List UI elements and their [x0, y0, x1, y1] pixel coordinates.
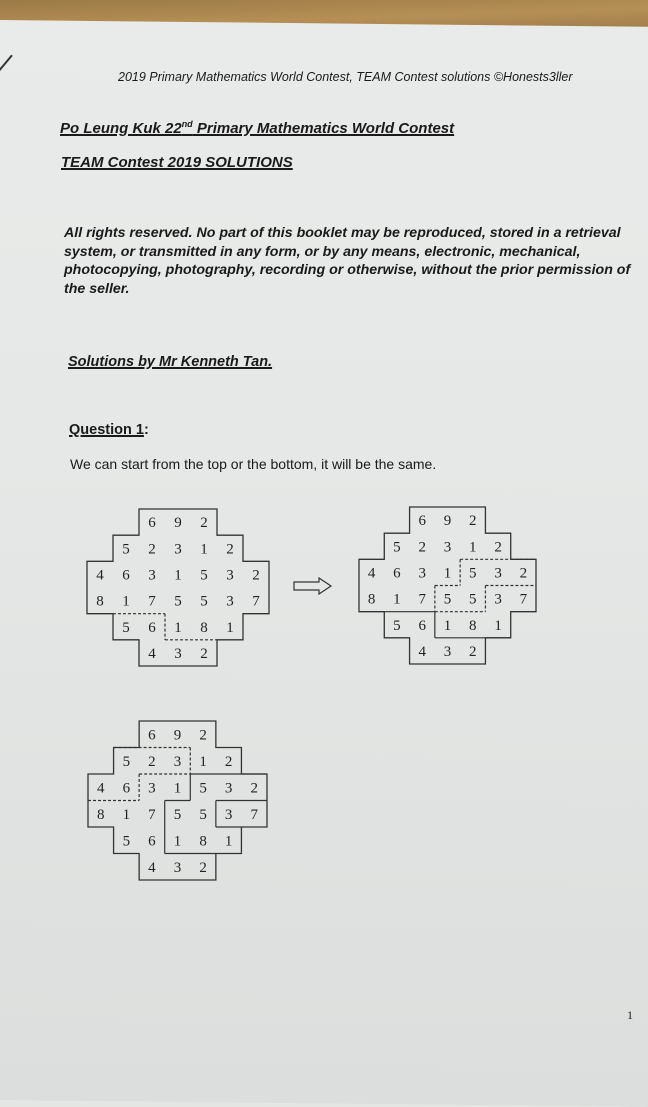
grid-cell-number: 1 [173, 833, 182, 850]
grid-cell-number: 3 [418, 565, 426, 582]
grid-cell-number: 6 [418, 513, 426, 530]
grid-cell-number: 1 [469, 539, 477, 556]
grid-cell-number: 3 [173, 859, 182, 876]
grid-step-two [358, 506, 538, 666]
grid-cell-number: 2 [200, 515, 208, 532]
title-post: Primary Mathematics World Contest [192, 120, 455, 137]
grid-cell-number: 5 [122, 619, 130, 636]
grid-cell-number: 9 [173, 727, 182, 744]
question-label: Question 1 [69, 422, 144, 438]
grid-cell-number: 5 [200, 567, 208, 584]
grid-cell-number: 2 [252, 567, 260, 584]
page-number: 1 [627, 1008, 633, 1022]
grid-cell-number: 1 [443, 565, 452, 582]
grid-cell-number: 1 [173, 780, 182, 797]
grid-cell-number: 7 [250, 806, 258, 823]
contest-title [60, 119, 454, 137]
grid-cell-number: 1 [174, 567, 182, 584]
grid-cell-number: 1 [200, 541, 208, 558]
grid-cell-number: 2 [418, 539, 426, 556]
question-heading [69, 422, 149, 438]
grid-cell-number: 5 [443, 591, 452, 608]
grid-cell-number: 3 [494, 591, 502, 608]
grid-cell-number: 5 [122, 541, 130, 558]
grid-cell-number: 3 [174, 645, 182, 662]
grid-cell-number: 7 [148, 593, 156, 610]
grid-cell-number: 9 [443, 513, 452, 530]
grid-cell-number: 6 [148, 619, 156, 636]
grid-original [86, 508, 271, 668]
title-sup: nd [181, 119, 193, 129]
grid-cell-number: 7 [418, 591, 426, 608]
grid-cell-number: 5 [200, 593, 208, 610]
grid-cell-number: 6 [122, 780, 131, 797]
grid-cell-number: 2 [200, 645, 208, 662]
grid-cell-number: 7 [148, 806, 156, 823]
page-header: 2019 Primary Mathematics World Contest, TEAM Contest solutions ©Honests3ller [118, 70, 573, 84]
grid-cell-number: 7 [252, 593, 260, 610]
grid-cell-number: 2 [469, 643, 477, 660]
grid-cell-number: 3 [443, 643, 452, 660]
rights-notice: All rights reserved. No part of this booklet may be reproduced, stored in a retrieval system, or transmitted in any form, or by any means, electronic, mechanical, photocopying, photography, recording or otherwise, without the prior permission of the seller. [64, 225, 631, 297]
grid-cell-number: 3 [148, 567, 156, 584]
grid-cell-number: 5 [199, 780, 207, 797]
grid-cell-number: 3 [224, 806, 233, 823]
grid-cell-number: 3 [174, 541, 182, 558]
grid-cell-number: 4 [148, 859, 156, 876]
grid-cell-number: 3 [224, 780, 233, 797]
grid-cell-number: 3 [226, 567, 234, 584]
grid-cell-number: 1 [224, 833, 233, 850]
grid-cell-number: 1 [393, 591, 401, 608]
grid-cell-number: 6 [148, 727, 156, 744]
question-text: We can start from the top or the bottom, it will be the same. [70, 456, 437, 472]
grid-cell-number: 1 [122, 593, 130, 610]
grid-cell-number: 4 [148, 645, 156, 662]
question-colon: : [143, 422, 149, 438]
grid-cell-number: 5 [469, 591, 477, 608]
grid-cell-number: 8 [469, 617, 477, 634]
grid-cell-number: 5 [393, 617, 401, 634]
grid-cell-number: 5 [174, 593, 182, 610]
grid-cell-number: 3 [148, 780, 156, 797]
grid-cell-number: 4 [97, 780, 105, 797]
grid-cell-number: 1 [226, 619, 234, 636]
grid-cell-number: 5 [393, 539, 401, 556]
grid-cell-number: 3 [173, 753, 182, 770]
grid-cell-number: 2 [469, 513, 477, 530]
grid-cell-number: 1 [494, 617, 502, 634]
grid-cell-number: 5 [199, 806, 207, 823]
grid-outline [87, 509, 269, 666]
grid-cell-number: 2 [199, 859, 207, 876]
grid-cell-number: 2 [494, 539, 502, 556]
grid-cell-number: 4 [418, 643, 426, 660]
grid-cell-number: 2 [226, 541, 234, 558]
grid-cell-number: 2 [224, 753, 233, 770]
grid-cell-number: 5 [122, 833, 131, 850]
grid-cell-number: 2 [250, 780, 258, 797]
grid-cell-number: 3 [494, 565, 502, 582]
grid-cell-number: 6 [393, 565, 401, 582]
grid-cell-number: 4 [96, 567, 104, 584]
grid-cell-number: 6 [418, 617, 426, 634]
grid-cell-number: 7 [519, 591, 528, 608]
grid-cell-number: 2 [519, 565, 528, 582]
author-line: Solutions by Mr Kenneth Tan. [68, 354, 273, 370]
grid-cell-number: 8 [96, 593, 104, 610]
title-pre: Po Leung Kuk 22 [60, 120, 182, 137]
grid-cell-number: 1 [443, 617, 452, 634]
grid-cell-number: 8 [199, 833, 207, 850]
grid-cell-number: 4 [367, 565, 376, 582]
grid-cell-number: 3 [443, 539, 452, 556]
grid-cell-number: 6 [148, 515, 156, 532]
grid-cell-number: 5 [469, 565, 477, 582]
grid-cell-number: 8 [200, 619, 208, 636]
grid-cell-number: 3 [226, 593, 234, 610]
grid-cell-number: 8 [97, 806, 105, 823]
grid-step-three [87, 720, 269, 882]
grid-cell-number: 9 [174, 515, 182, 532]
right-arrow-icon [293, 577, 333, 595]
grid-cell-number: 2 [199, 727, 207, 744]
grid-cell-number: 6 [122, 567, 130, 584]
grid-cell-number: 5 [173, 806, 182, 823]
grid-cell-number: 1 [199, 753, 207, 770]
grid-cell-number: 1 [122, 806, 131, 823]
solutions-title: TEAM Contest 2019 SOLUTIONS [61, 154, 293, 171]
grid-cell-number: 5 [122, 753, 131, 770]
grid-cell-number: 8 [367, 591, 376, 608]
grid-cell-number: 1 [174, 619, 182, 636]
grid-cell-number: 2 [148, 753, 156, 770]
grid-cell-number: 6 [148, 833, 156, 850]
grid-cell-number: 2 [148, 541, 156, 558]
